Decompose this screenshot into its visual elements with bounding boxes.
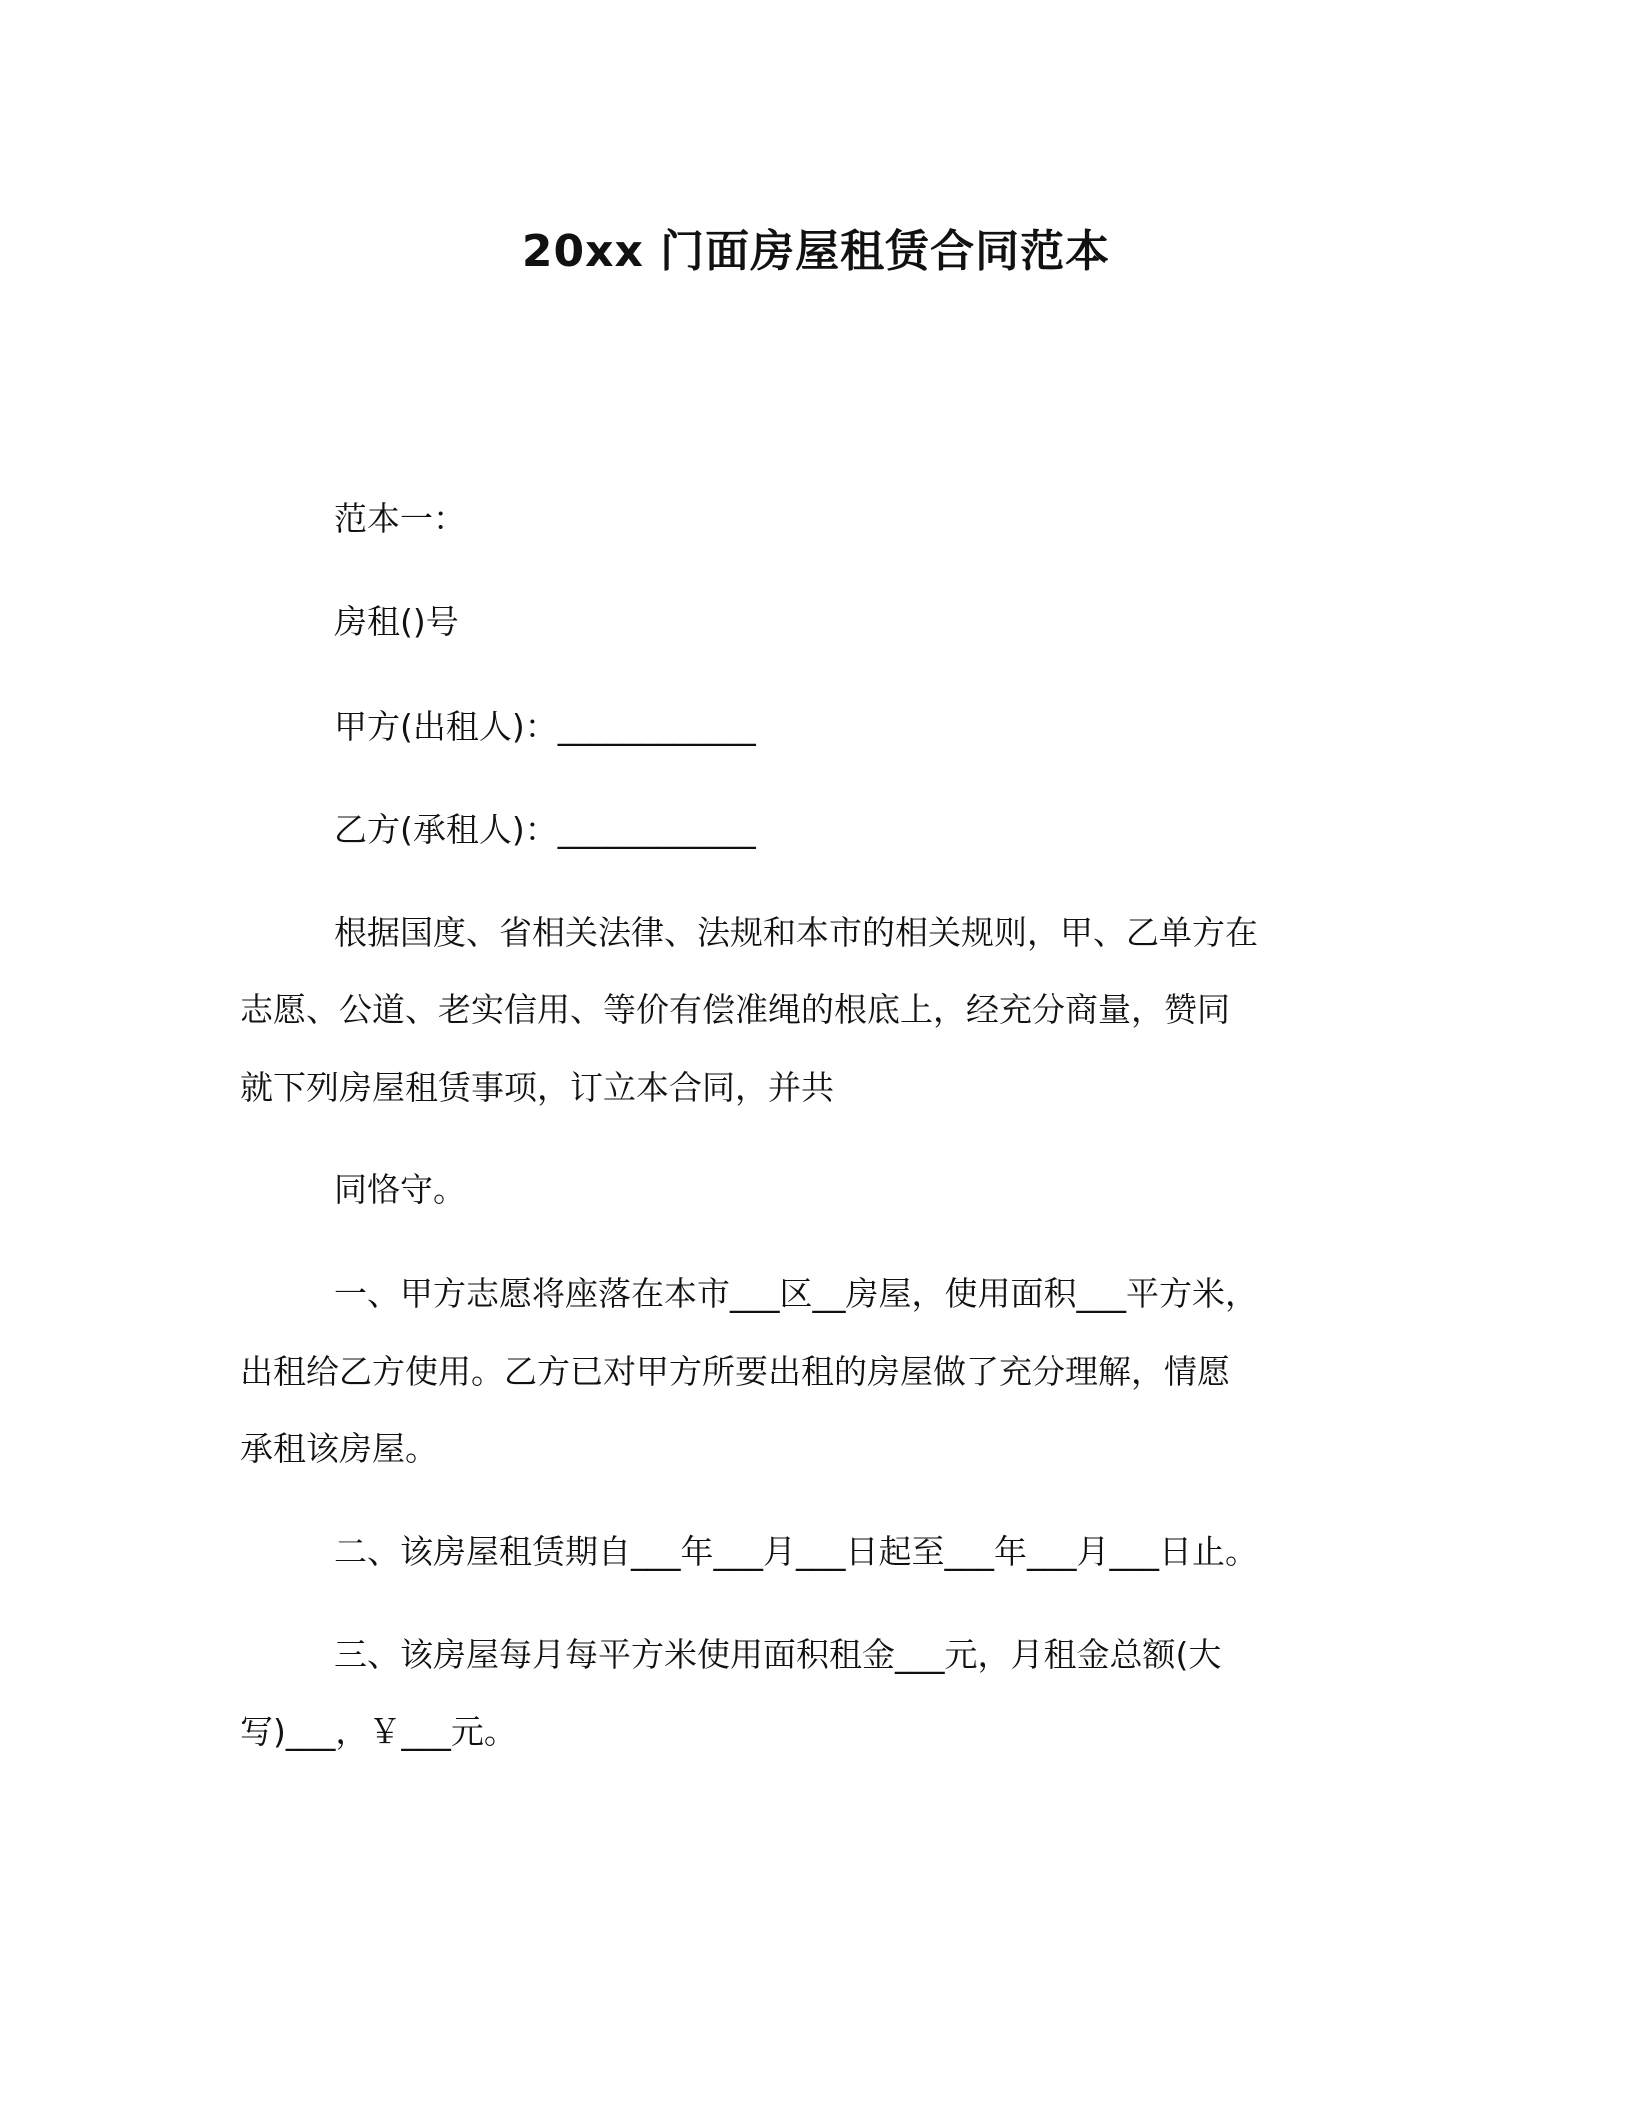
clause-1-line-3: 承租该房屋。: [240, 1429, 438, 1468]
party-a-line: 甲方(出租人)：____________: [334, 707, 756, 746]
clause-1-line-2: 出租给乙方使用。乙方已对甲方所要出租的房屋做了充分理解，情愿: [240, 1352, 1230, 1391]
clause-1-line-1: 一、甲方志愿将座落在本市___区__房屋，使用面积___平方米，: [334, 1274, 1258, 1313]
clause-3-line-1: 三、该房屋每月每平方米使用面积租金___元，月租金总额(大: [334, 1635, 1222, 1674]
party-b-line: 乙方(承租人)：____________: [334, 810, 756, 849]
document-title: 20xx 门面房屋租赁合同范本: [521, 226, 1111, 277]
preamble-line-2: 志愿、公道、老实信用、等价有偿准绳的根底上，经充分商量，赞同: [240, 990, 1230, 1029]
template-label: 范本一：: [334, 499, 466, 538]
preamble-line-4: 同恪守。: [334, 1170, 466, 1209]
clause-2-line: 二、该房屋租赁期自___年___月___日起至___年___月___日止。: [334, 1532, 1258, 1571]
contract-number-line: 房租()号: [334, 602, 459, 641]
preamble-line-3: 就下列房屋租赁事项，订立本合同，并共: [240, 1068, 834, 1107]
preamble-line-1: 根据国度、省相关法律、法规和本市的相关规则，甲、乙单方在: [334, 913, 1258, 952]
clause-3-line-2: 写)___，￥___元。: [240, 1712, 517, 1751]
